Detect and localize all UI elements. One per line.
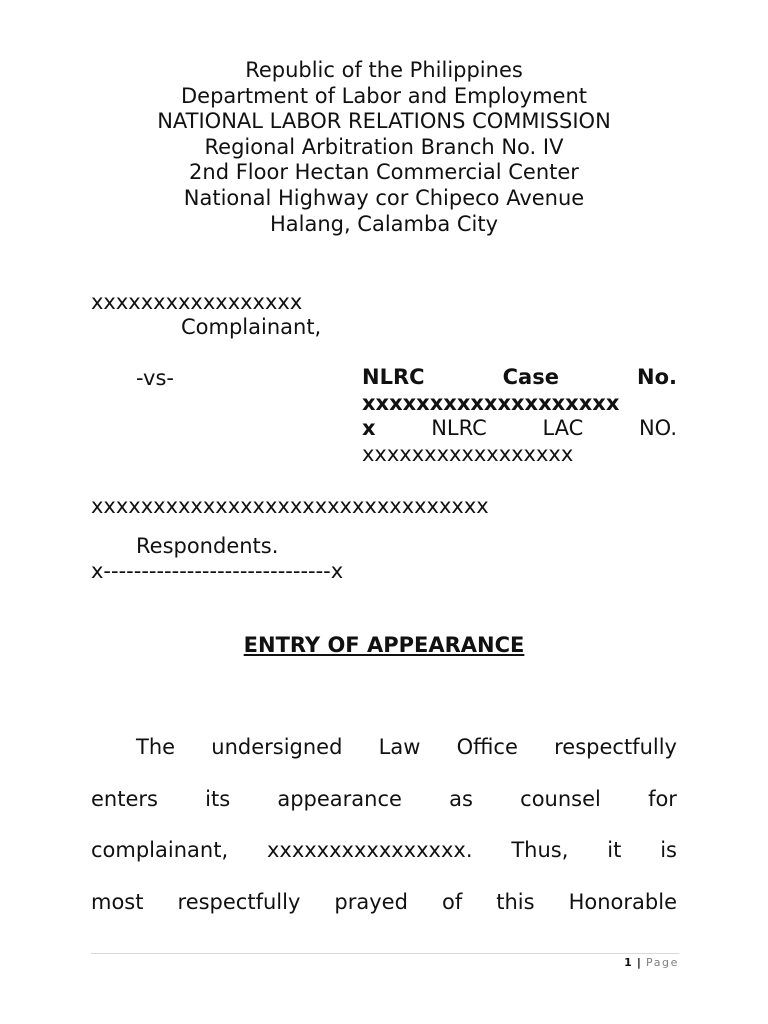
header-line-highway: National Highway cor Chipeco Avenue — [183, 185, 585, 210]
body-word: undersigned — [211, 735, 343, 759]
lac-word-lac: LAC — [542, 416, 584, 440]
body-line-2 — [91, 774, 677, 826]
footer-separator: | — [636, 956, 641, 969]
body-word: this — [496, 889, 535, 914]
case-number-block — [362, 365, 677, 467]
complainant-label: Complainant, — [181, 315, 322, 339]
case-word-no: No. — [637, 365, 677, 389]
header-line-branch: Regional Arbitration Branch No. IV — [204, 134, 564, 159]
body-word: prayed — [334, 889, 408, 914]
body-word: it — [607, 838, 622, 862]
body-word: appearance — [277, 786, 402, 811]
body-word: complainant, — [91, 838, 229, 862]
body-word: Thus, — [511, 838, 569, 862]
header-line-republic: Republic of the Philippines — [245, 58, 523, 82]
lac-word-nlrc: NLRC — [431, 416, 487, 440]
body-paragraph — [91, 722, 677, 928]
body-line-1 — [91, 722, 677, 774]
body-word: Honorable — [568, 889, 677, 914]
body-word: of — [441, 889, 463, 914]
body-word: for — [648, 786, 677, 811]
complainant-name: xxxxxxxxxxxxxxxxx — [91, 290, 303, 314]
page-label: Page — [645, 956, 679, 969]
case-word-case: Case — [502, 365, 559, 389]
page-footer — [624, 956, 679, 969]
case-number-heading — [362, 365, 677, 391]
lac-word-no: NO. — [638, 416, 677, 440]
body-word: Office — [456, 735, 518, 759]
respondents-label: Respondents. — [136, 534, 279, 558]
header-line-department: Department of Labor and Employment — [181, 83, 587, 108]
lac-number-value: xxxxxxxxxxxxxxxxx — [362, 441, 574, 466]
body-word: The — [136, 735, 176, 759]
body-word: respectfully — [177, 889, 301, 914]
body-word: counsel — [520, 786, 601, 811]
body-line-4 — [91, 877, 677, 929]
caption-separator: x------------------------------x — [91, 559, 344, 583]
respondent-name: xxxxxxxxxxxxxxxxxxxxxxxxxxxxxxxx — [91, 494, 489, 518]
header-line-floor: 2nd Floor Hectan Commercial Center — [189, 160, 579, 185]
versus-label: -vs- — [136, 366, 174, 390]
body-word: its — [205, 786, 231, 811]
body-word: as — [449, 786, 473, 811]
footer-divider — [91, 953, 679, 954]
case-number-value: xxxxxxxxxxxxxxxxxxx — [362, 390, 620, 415]
letterhead — [0, 58, 768, 237]
body-word: is — [660, 838, 677, 862]
body-word: most — [91, 889, 144, 914]
case-number-tail: x — [362, 416, 376, 440]
body-word: Law — [378, 735, 421, 759]
lac-number-heading — [362, 416, 677, 442]
header-line-commission: NATIONAL LABOR RELATIONS COMMISSION — [157, 109, 611, 134]
body-word: respectfully — [554, 735, 677, 759]
body-word: enters — [91, 786, 158, 811]
body-line-3 — [91, 825, 677, 877]
case-word-nlrc: NLRC — [362, 365, 425, 389]
document-title: ENTRY OF APPEARANCE — [243, 633, 525, 657]
header-line-city: Halang, Calamba City — [269, 211, 499, 236]
page-number: 1 — [624, 956, 632, 969]
body-word: xxxxxxxxxxxxxxxx. — [266, 838, 473, 862]
